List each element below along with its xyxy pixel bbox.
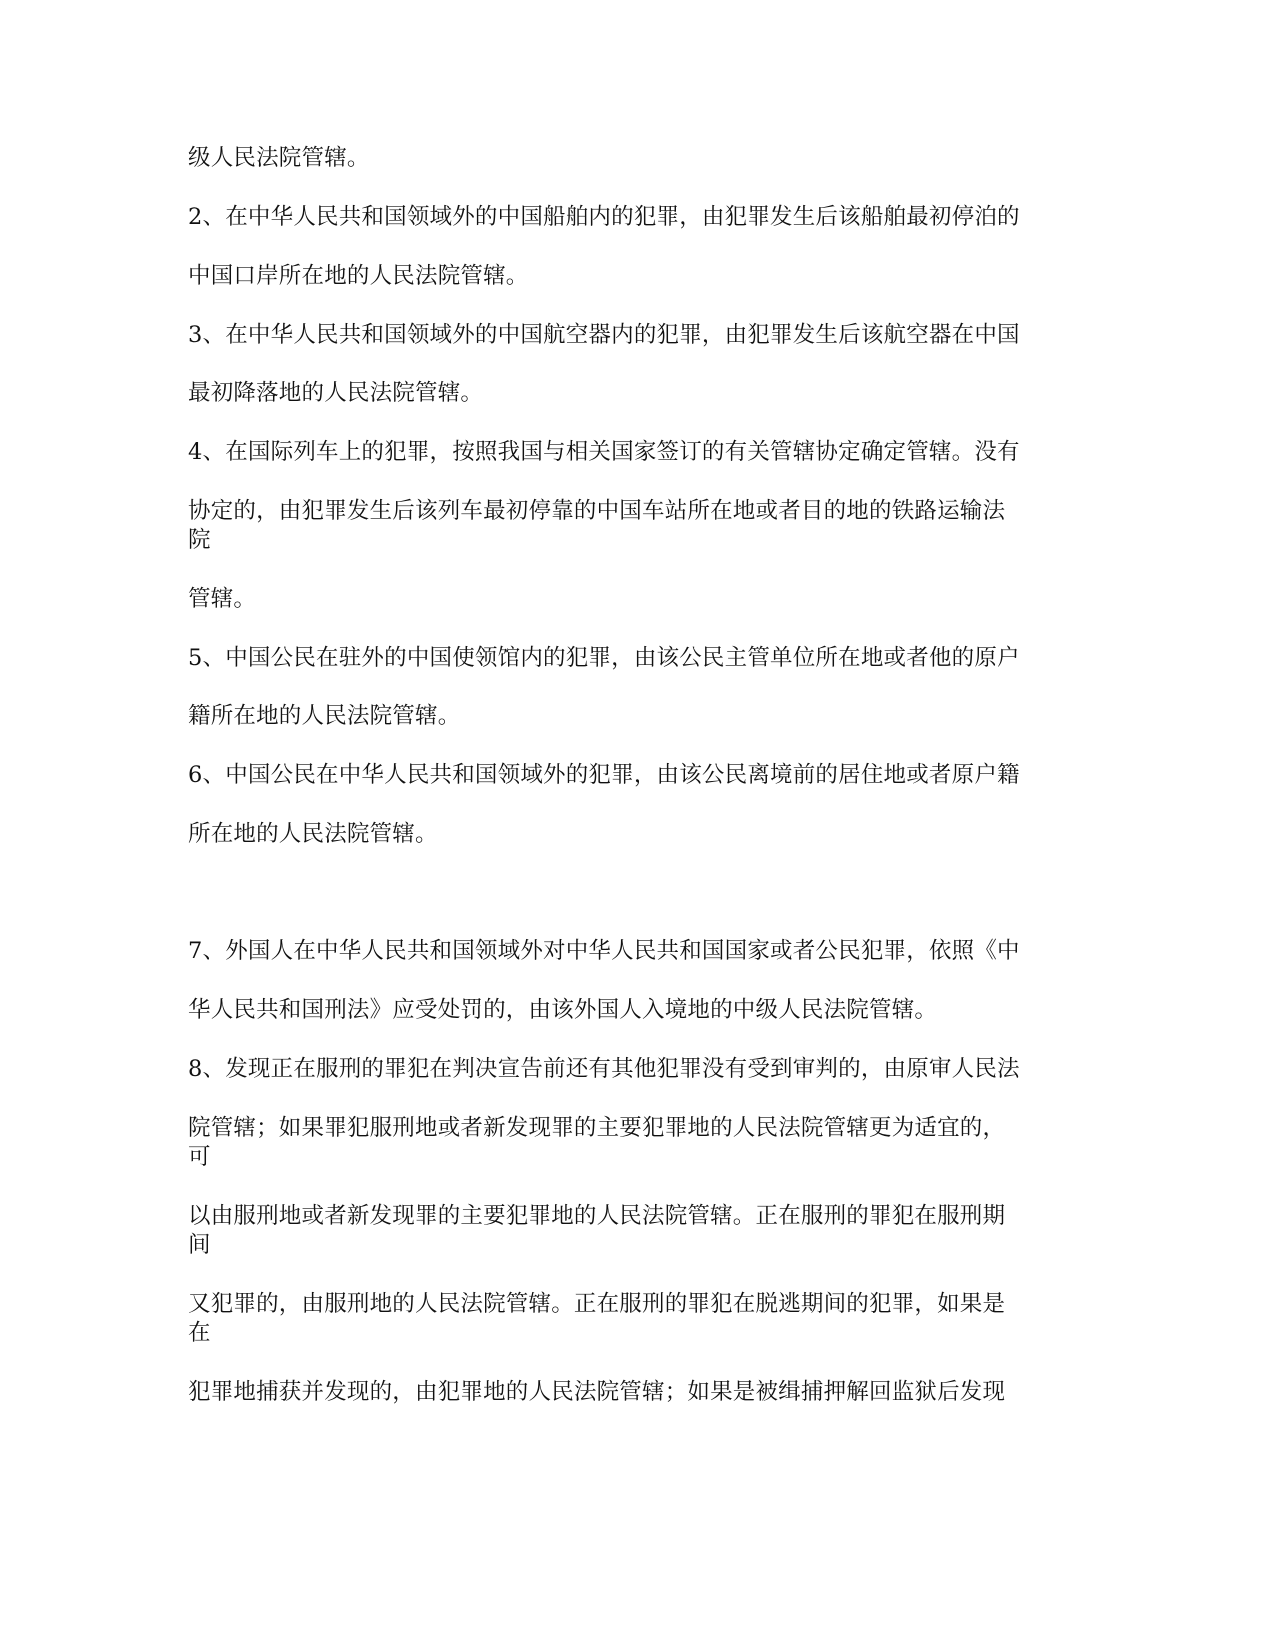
- text-line: 5、中国公民在驻外的中国使领馆内的犯罪，由该公民主管单位所在地或者他的原户: [188, 645, 1020, 671]
- text-line: 以由服刑地或者新发现罪的主要犯罪地的人民法院管辖。正在服刑的罪犯在服刑期: [188, 1203, 1006, 1229]
- text-line: 3、在中华人民共和国领域外的中国航空器内的犯罪，由犯罪发生后该航空器在中国: [188, 322, 1020, 348]
- text-line: 8、发现正在服刑的罪犯在判决宣告前还有其他犯罪没有受到审判的，由原审人民法: [188, 1056, 1020, 1082]
- text-line-wrap: 间: [188, 1232, 211, 1258]
- text-line: 6、中国公民在中华人民共和国领域外的犯罪，由该公民离境前的居住地或者原户籍: [188, 762, 1020, 788]
- text-line-wrap: 院: [188, 527, 211, 553]
- text-line: 所在地的人民法院管辖。: [188, 821, 438, 847]
- text-line: 最初降落地的人民法院管辖。: [188, 380, 484, 406]
- text-line: 4、在国际列车上的犯罪，按照我国与相关国家签订的有关管辖协定确定管辖。没有: [188, 439, 1020, 465]
- text-line: 院管辖；如果罪犯服刑地或者新发现罪的主要犯罪地的人民法院管辖更为适宜的，: [188, 1115, 1006, 1141]
- text-line: 协定的，由犯罪发生后该列车最初停靠的中国车站所在地或者目的地的铁路运输法: [188, 498, 1006, 524]
- text-line: 华人民共和国刑法》应受处罚的，由该外国人入境地的中级人民法院管辖。: [188, 997, 938, 1023]
- text-line: 管辖。: [188, 586, 257, 612]
- text-line: 中国口岸所在地的人民法院管辖。: [188, 263, 529, 289]
- text-line: 7、外国人在中华人民共和国领域外对中华人民共和国国家或者公民犯罪，依照《中: [188, 938, 1020, 964]
- text-line: 又犯罪的，由服刑地的人民法院管辖。正在服刑的罪犯在脱逃期间的犯罪，如果是: [188, 1291, 1006, 1317]
- text-line: 2、在中华人民共和国领域外的中国船舶内的犯罪，由犯罪发生后该船舶最初停泊的: [188, 204, 1020, 230]
- text-line-wrap: 可: [188, 1144, 211, 1170]
- text-line: 犯罪地捕获并发现的，由犯罪地的人民法院管辖；如果是被缉捕押解回监狱后发现: [188, 1379, 1006, 1405]
- text-line: 级人民法院管辖。: [188, 145, 370, 171]
- text-line: 籍所在地的人民法院管辖。: [188, 703, 461, 729]
- text-line-wrap: 在: [188, 1320, 211, 1346]
